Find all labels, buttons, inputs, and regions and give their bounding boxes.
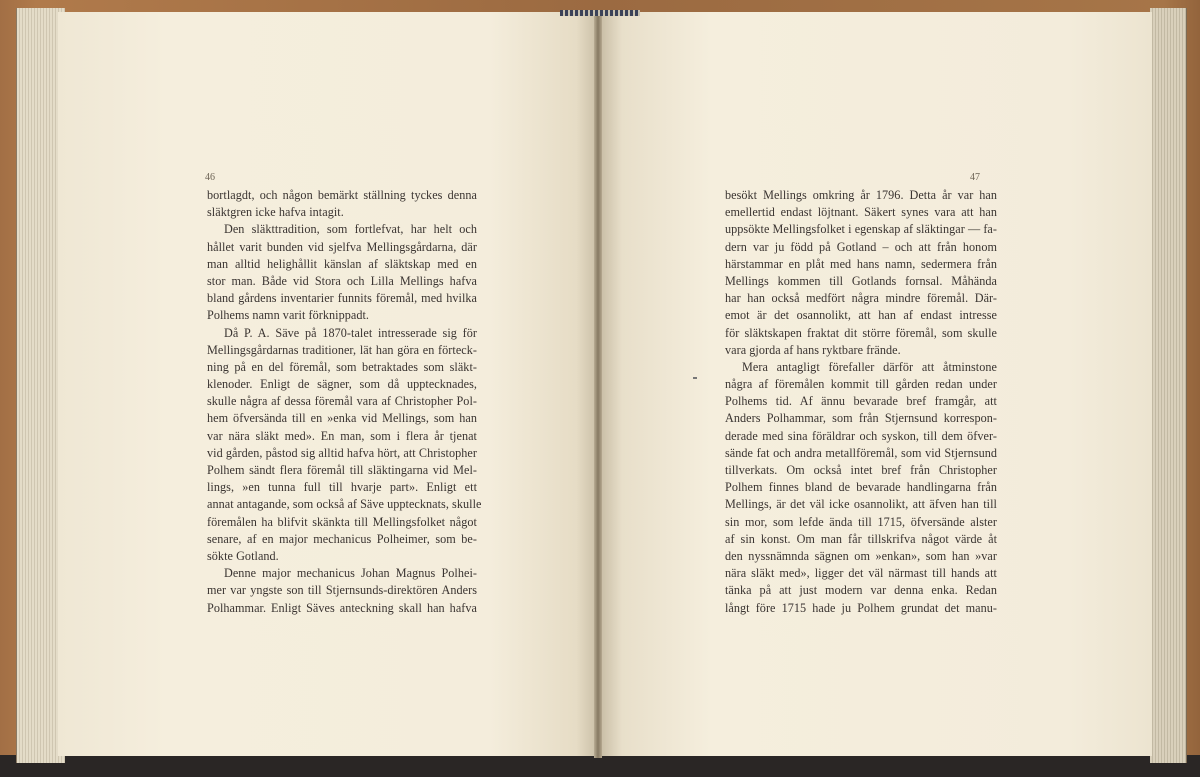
text-line: bortlagdt, och någon bemärkt ställning tyckes denna	[207, 188, 477, 202]
text-line: mer var yngste son till Stjernsunds-direktören Anders	[207, 583, 477, 598]
text-line: Polhems tid. Af ännu bevarade bref framgår, att	[725, 394, 997, 409]
text-line: har han också medfört några mindre föremål. Där-	[725, 291, 997, 306]
text-line: senare, af en major mechanicus Polheimer, som be-	[207, 531, 477, 546]
text-line: klenoder. Enligt de sägner, som då upptecknades,	[207, 377, 477, 392]
text-line: bland gårdens inventarier funnits föremål, med hvilka	[207, 291, 477, 306]
text-line: några af föremålen kommit till gården redan under	[725, 377, 997, 392]
text-line: Mellings, är det väl icke osannolikt, att äfven han till	[725, 497, 997, 512]
text-line: sökte Gotland.	[207, 548, 279, 563]
background-bottom	[0, 755, 1200, 777]
text-line: den nyssnämnda sägnen om »enkan», som han »var	[725, 548, 997, 563]
text-line: ning på en del föremål, som betraktades som släkt-	[207, 359, 477, 374]
text-line: Den släkttradition, som fortlefvat, har helt och	[224, 222, 477, 237]
text-line: nära släkt med», ligger det väl närmast till hands att	[725, 566, 997, 581]
headband	[560, 10, 640, 16]
text-line: lings, »en tunna full till hvarje part». Enligt ett	[207, 480, 477, 495]
text-line: Polhem finnes bland de bevarade handlingarna från	[725, 480, 997, 495]
left-page-text	[207, 187, 482, 617]
text-line: man alltid helighållit känslan af släktskap med en	[207, 256, 477, 271]
text-line: långt före 1715 hade ju Polhem grundat det manu-	[725, 600, 997, 615]
text-line: Polhems namn varit förknippadt.	[207, 308, 369, 323]
text-line: föremålen ha blifvit skänkta till Mellingsfolket något	[207, 514, 477, 529]
text-line: sin mor, som lefde ända till 1715, öfversände alster	[725, 514, 997, 529]
right-page-stack	[1150, 8, 1187, 763]
right-page-text	[725, 187, 997, 617]
right-page-number: 47	[970, 172, 980, 183]
text-line: Mellings kommen till Gotlands fornsal. Måhända	[725, 273, 997, 288]
text-line: Mellingsgårdarnas traditioner, lät han göra en förteck-	[207, 342, 477, 357]
page-speck	[693, 377, 697, 379]
text-line: Polhammar. Enligt Säves anteckning skall han hafva	[207, 600, 477, 615]
text-line: vara gjorda af hans ryktbare frände.	[725, 342, 901, 357]
text-line: annat antagande, som också af Säve upptecknats, skulle	[207, 497, 482, 512]
text-line: derade med sina föräldrar och syskon, till dem öfver-	[725, 428, 997, 443]
text-line: skulle några af dessa föremål vara af Christopher Pol-	[207, 394, 477, 409]
text-line: tänka på att just modern var denna enka. Redan	[725, 583, 997, 598]
text-line: besökt Mellings omkring år 1796. Detta år var han	[725, 188, 997, 202]
text-line: emot är det osannolikt, att han af endast intresse	[725, 308, 997, 323]
text-line: emellertid endast löjtnant. Säkert synes vara att han	[725, 205, 997, 220]
text-line: Mera antagligt förefaller därför att åtminstone	[742, 359, 997, 374]
text-line: af sin konst. Om man får tillskrifva något värde åt	[725, 531, 997, 546]
text-line: Då P. A. Säve på 1870-talet intresserade sig för	[224, 325, 477, 340]
text-line: stor man. Både vid Stora och Lilla Mellings hafva	[207, 273, 477, 288]
text-line: hållet varit bunden vid sjelfva Mellingsgårdarna, där	[207, 239, 477, 254]
text-line: dern var ju född på Gotland – och att från honom	[725, 239, 997, 254]
book-gutter	[594, 10, 602, 758]
text-line: för släktskapen fraktat dit större föremål, som skulle	[725, 325, 997, 340]
text-line: Anders Polhammar, som från Stjernsund korrespon-	[725, 411, 997, 426]
text-line: hem öfversända till en »enka vid Mellings, som han	[207, 411, 477, 426]
text-line: var nära släkt med». En man, som i flera år tjenat	[207, 428, 477, 443]
text-line: sände fat och andra metallföremål, som vid Stjernsund	[725, 445, 997, 460]
text-line: vid gården, påstod sig alltid hafva hört, att Christopher	[207, 445, 477, 460]
left-page-number: 46	[205, 172, 215, 183]
text-line: tillverkats. Om också intet bref från Christopher	[725, 463, 997, 477]
text-line: släktgren icke hafva intagit.	[207, 205, 344, 220]
text-line: Denne major mechanicus Johan Magnus Polhei-	[224, 566, 477, 581]
text-line: härstammar en plåt med hans namn, sedermera från	[725, 256, 997, 271]
text-line: uppsökte Mellingsfolket i egenskap af släktingar — fa-	[725, 222, 997, 237]
text-line: Polhem sändt flera föremål till släktingarna vid Mel-	[207, 463, 477, 477]
